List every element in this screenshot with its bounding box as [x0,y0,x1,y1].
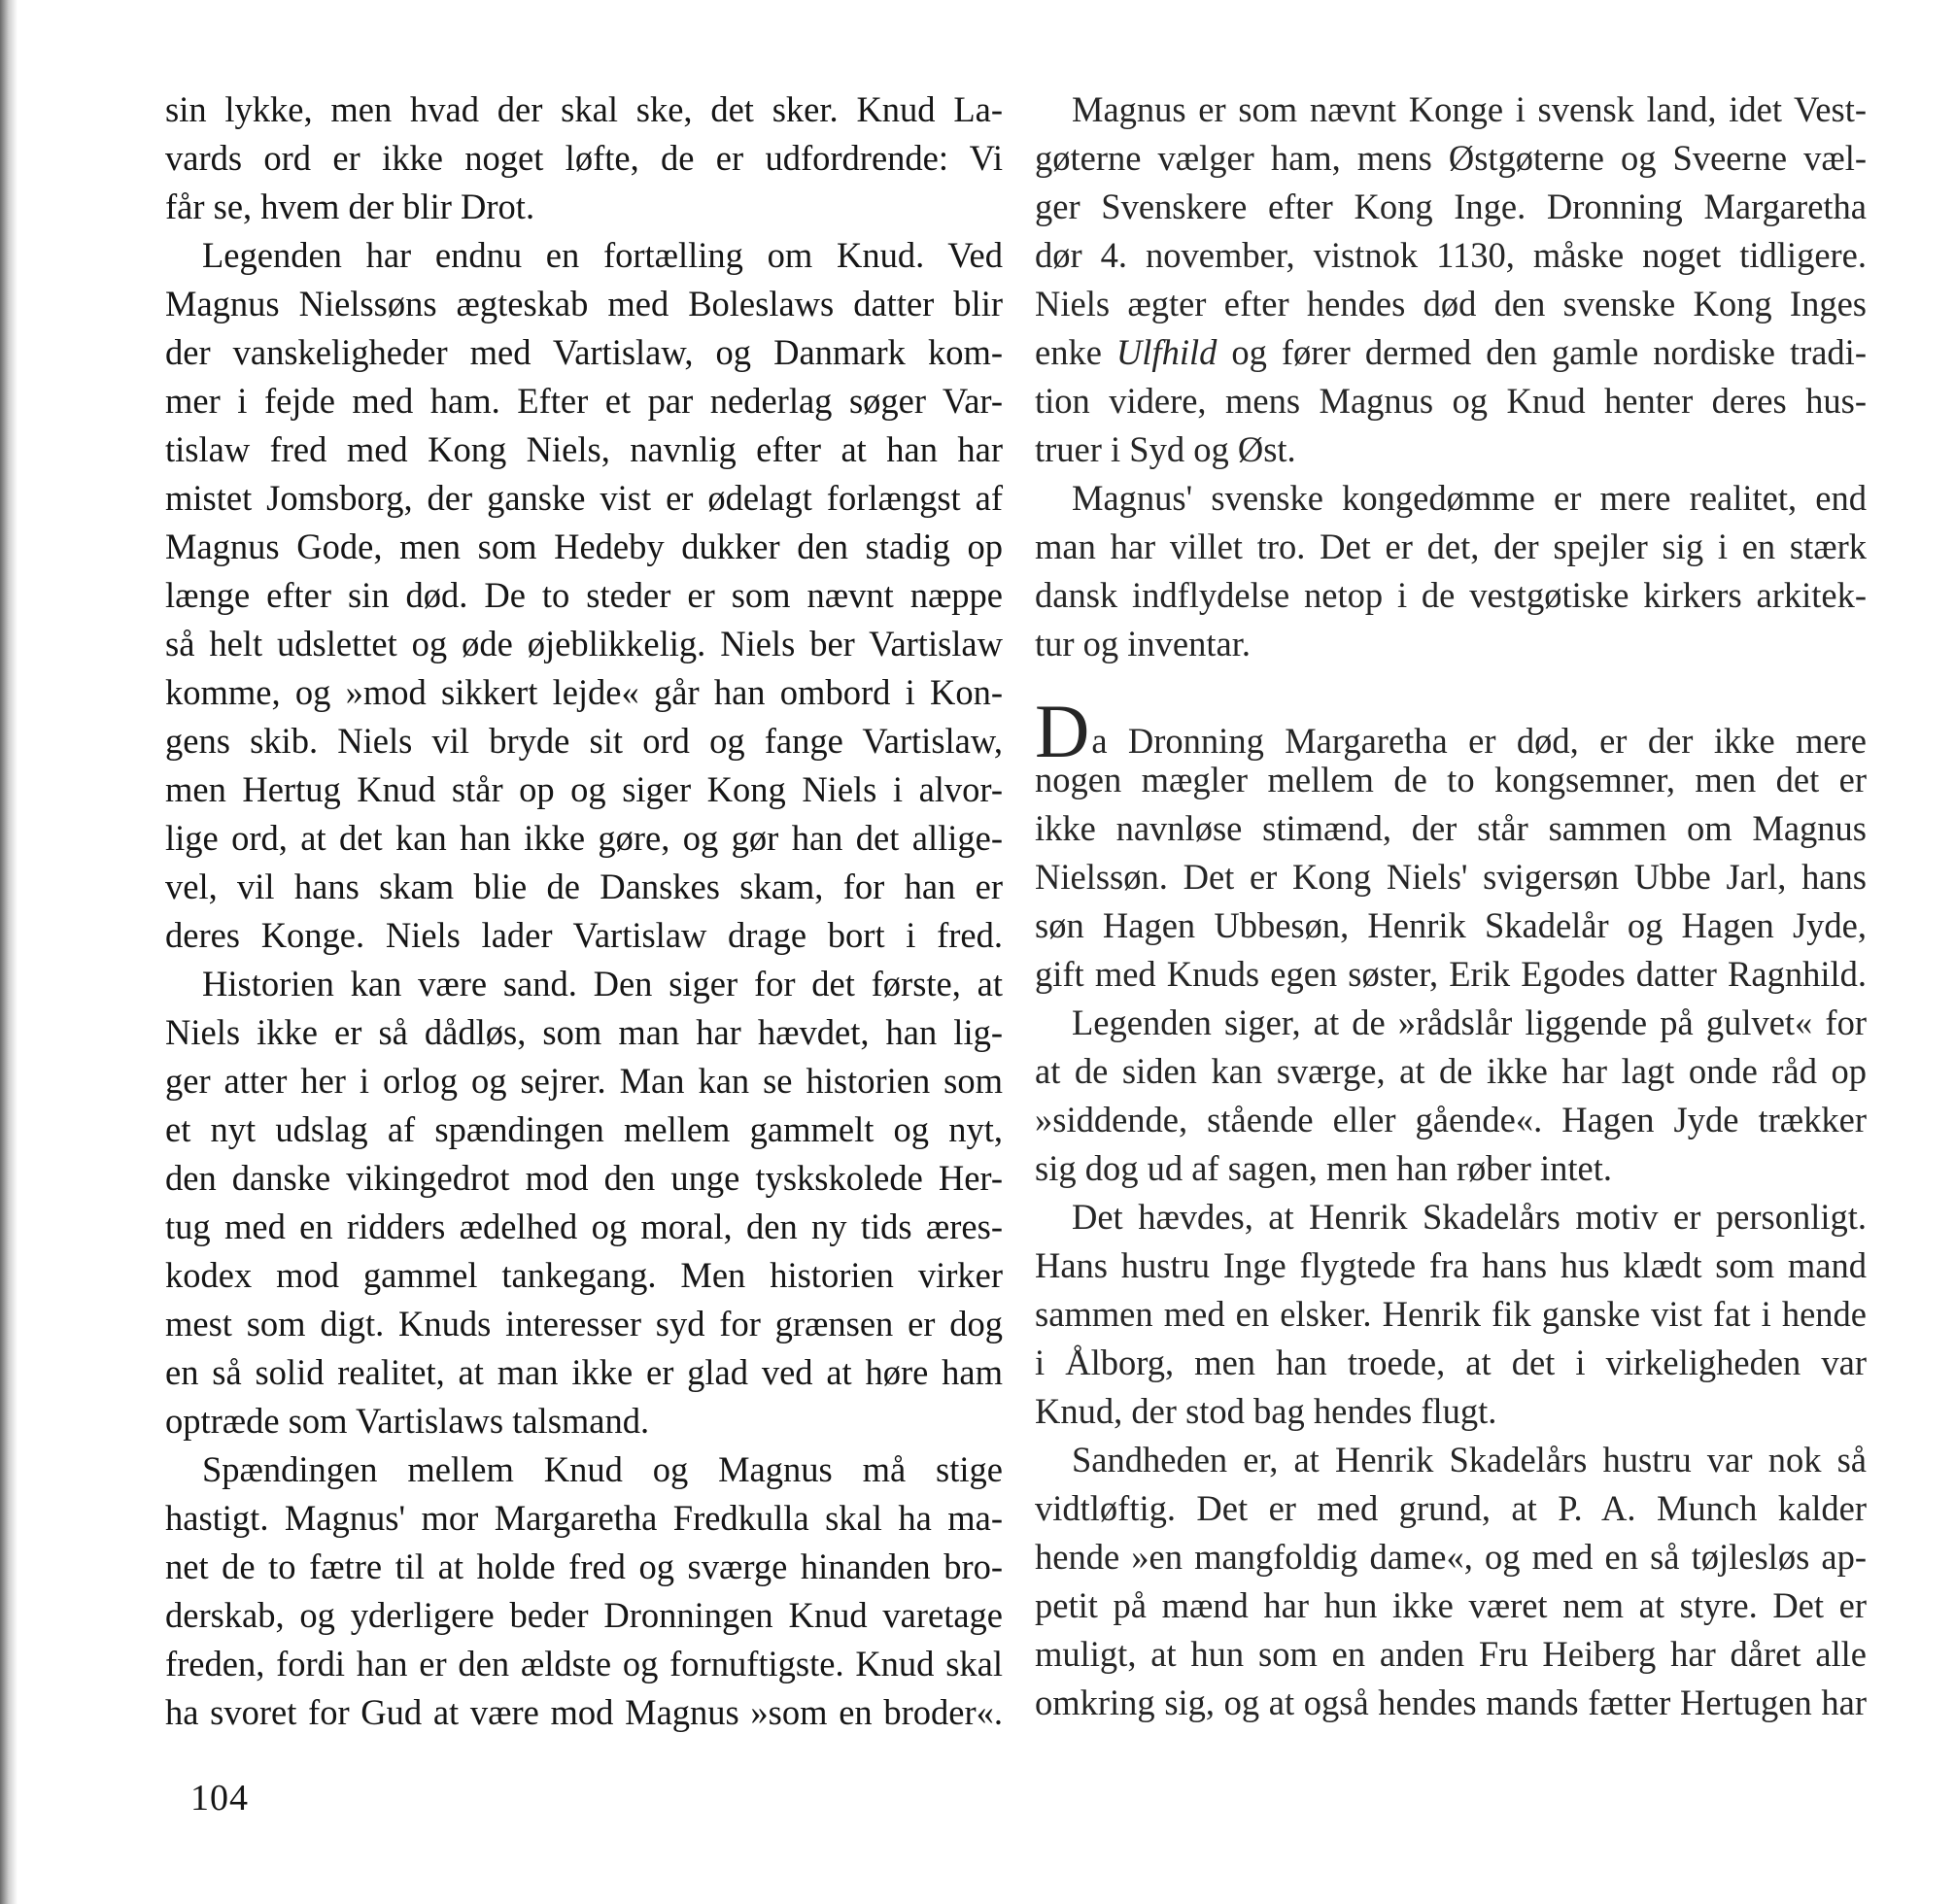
text-line: Det hævdes, at Henrik Skadelårs motiv er personligt. [1072,1197,1867,1237]
left-text-column [165,85,1003,1737]
text-line: dansk indflydelse netop i de vestgøtiske kirkers arkitek- [1035,575,1867,615]
text-line: optræde som Vartislaws talsmand. [165,1401,650,1441]
text-line: får se, hvem der blir Drot. [165,187,535,226]
text-line: Sandheden er, at Henrik Skadelårs hustru var nok så [1072,1440,1867,1479]
text-line: mer i fejde med ham. Efter et par nederlag søger Var- [165,381,1003,421]
text-line: gift med Knuds egen søster, Erik Egodes datter Ragnhild. [1035,954,1867,994]
text-line: et nyt udslag af spændingen mellem gammelt og nyt, [165,1109,1003,1149]
right-column-section-1 [1035,85,1867,668]
text-line: så helt udslettet og øde øjeblikkelig. Niels ber Vartislaw [165,624,1003,663]
section-break [1035,668,1867,707]
text-line: freden, fordi han er den ældste og fornuftigste. Knud skal [165,1644,1003,1683]
text-line: gens skib. Niels vil bryde sit ord og fange Vartislaw, [165,721,1003,761]
text-line: dør 4. november, vistnok 1130, måske noget tidligere. [1035,235,1867,275]
text-line: Spændingen mellem Knud og Magnus må stige [202,1449,1003,1489]
book-binding-shadow [0,0,17,1904]
text-line: søn Hagen Ubbesøn, Henrik Skadelår og Hagen Jyde, [1035,905,1867,945]
text-line: længe efter sin død. De to steder er som nævnt næppe [165,575,1003,615]
text-line: vards ord er ikke noget løfte, de er udfordrende: Vi [165,138,1003,178]
text-line: nogen mægler mellem de to kongsemner, men det er [1035,760,1867,799]
text-line: muligt, at hun som en anden Fru Heiberg har dåret alle [1035,1634,1867,1674]
text-line: ha svoret for Gud at være mod Magnus »som en broder«. [165,1692,1003,1732]
text-line: hende »en mangfoldig dame«, og med en så tøjlesløs ap- [1035,1537,1867,1577]
text-line: Magnus' svenske kongedømme er mere realitet, end [1072,478,1867,518]
text-line: hastigt. Magnus' mor Margaretha Fredkulla skal ha ma- [165,1498,1003,1538]
italic-name: Ulfhild [1115,332,1218,372]
text-line: truer i Syd og Øst. [1035,429,1296,469]
text-line: men Hertug Knud står op og siger Kong Niels i alvor- [165,769,1003,809]
text-line: der vanskeligheder med Vartislaw, og Danmark kom- [165,332,1003,372]
text-line: Magnus Nielssøns ægteskab med Boleslaws datter blir [165,284,1003,323]
text-line: derskab, og yderligere beder Dronningen Knud varetage [165,1595,1003,1635]
text-line: at de siden kan sværge, at de ikke har lagt onde råd op [1035,1051,1867,1091]
text-line: Knud, der stod bag hendes flugt. [1035,1391,1497,1431]
text-line: tug med en ridders ædelhed og moral, den ny tids æres- [165,1207,1003,1246]
page-number: 104 [190,1778,249,1819]
text-line: omkring sig, og at også hendes mands fætter Hertugen har [1035,1683,1867,1722]
text-line: sig dog ud af sagen, men han røber intet. [1035,1148,1612,1188]
text-line: sammen med en elsker. Henrik fik ganske vist fat i hende [1035,1294,1867,1334]
text-line [1035,689,1867,773]
text-line: lige ord, at det kan han ikke gøre, og gør han det allige- [165,818,1003,858]
right-text-column [1035,85,1867,1727]
text-line: ger Svenskere efter Kong Inge. Dronning Margaretha [1035,187,1867,226]
text-line: sin lykke, men hvad der skal ske, det sker. Knud La- [165,89,1003,129]
text-line: gøterne vælger ham, mens Østgøterne og Sveerne væl- [1035,138,1867,178]
text-line: tion videre, mens Magnus og Knud henter deres hus- [1035,381,1867,421]
text-line: Niels ægter efter hendes død den svenske Kong Inges [1035,284,1867,323]
text-line: tur og inventar. [1035,624,1251,663]
text-line: den danske vikingedrot mod den unge tyskskolede Her- [165,1158,1003,1198]
text-line: ger atter her i orlog og sejrer. Man kan se historien som [165,1061,1003,1101]
text-line: vel, vil hans skam blie de Danskes skam, for han er [165,867,1003,906]
text-line: Magnus Gode, men som Hedeby dukker den stadig op [165,527,1003,566]
text-line: mest som digt. Knuds interesser syd for grænsen er dog [165,1304,1003,1343]
text-line: petit på mænd har hun ikke været nem at styre. Det er [1035,1585,1867,1625]
text-line: Legenden har endnu en fortælling om Knud. Ved [202,235,1003,275]
text-line: i Ålborg, men han troede, at det i virkeligheden var [1035,1343,1867,1382]
text-line: vidtløftig. Det er med grund, at P. A. Munch kalder [1035,1488,1867,1528]
text-line: deres Konge. Niels lader Vartislaw drage bort i fred. [165,915,1003,955]
text-line: net de to fætre til at holde fred og sværge hinanden bro- [165,1547,1003,1586]
text-line: mistet Jomsborg, der ganske vist er ødelagt forlængst af [165,478,1003,518]
text-line: Nielssøn. Det er Kong Niels' svigersøn Ubbe Jarl, hans [1035,857,1867,897]
right-column-section-2 [1035,689,1867,1727]
text-line: ikke navnløse stimænd, der står sammen om Magnus [1035,808,1867,848]
drop-cap: D [1035,689,1090,773]
text-line: Magnus er som nævnt Konge i svensk land, idet Vest- [1072,89,1867,129]
text-line: Historien kan være sand. Den siger for det første, at [202,964,1003,1003]
text-line: »siddende, stående eller gående«. Hagen Jyde trækker [1035,1100,1867,1139]
text-line: Hans hustru Inge flygtede fra hans hus klædt som mand [1035,1245,1867,1285]
text-line: Niels ikke er så dådløs, som man har hævdet, han lig- [165,1012,1003,1052]
text-line [1035,328,1867,377]
line-text: og fører dermed den gamle nordiske tradi- [1217,332,1867,372]
text-line: komme, og »mod sikkert lejde« går han ombord i Kon- [165,672,1003,712]
text-line: Legenden siger, at de »rådslår liggende på gulvet« for [1072,1003,1867,1042]
line-text: a Dronning Margaretha er død, er der ikke mere [1091,721,1867,761]
text-line: man har villet tro. Det er det, der spejler sig i en stærk [1035,527,1867,566]
text-line: kodex mod gammel tankegang. Men historien virker [165,1255,1003,1295]
text-line: tislaw fred med Kong Niels, navnlig efter at han har [165,429,1003,469]
line-text: enke [1035,332,1116,372]
text-line: en så solid realitet, at man ikke er glad ved at høre ham [165,1352,1003,1392]
